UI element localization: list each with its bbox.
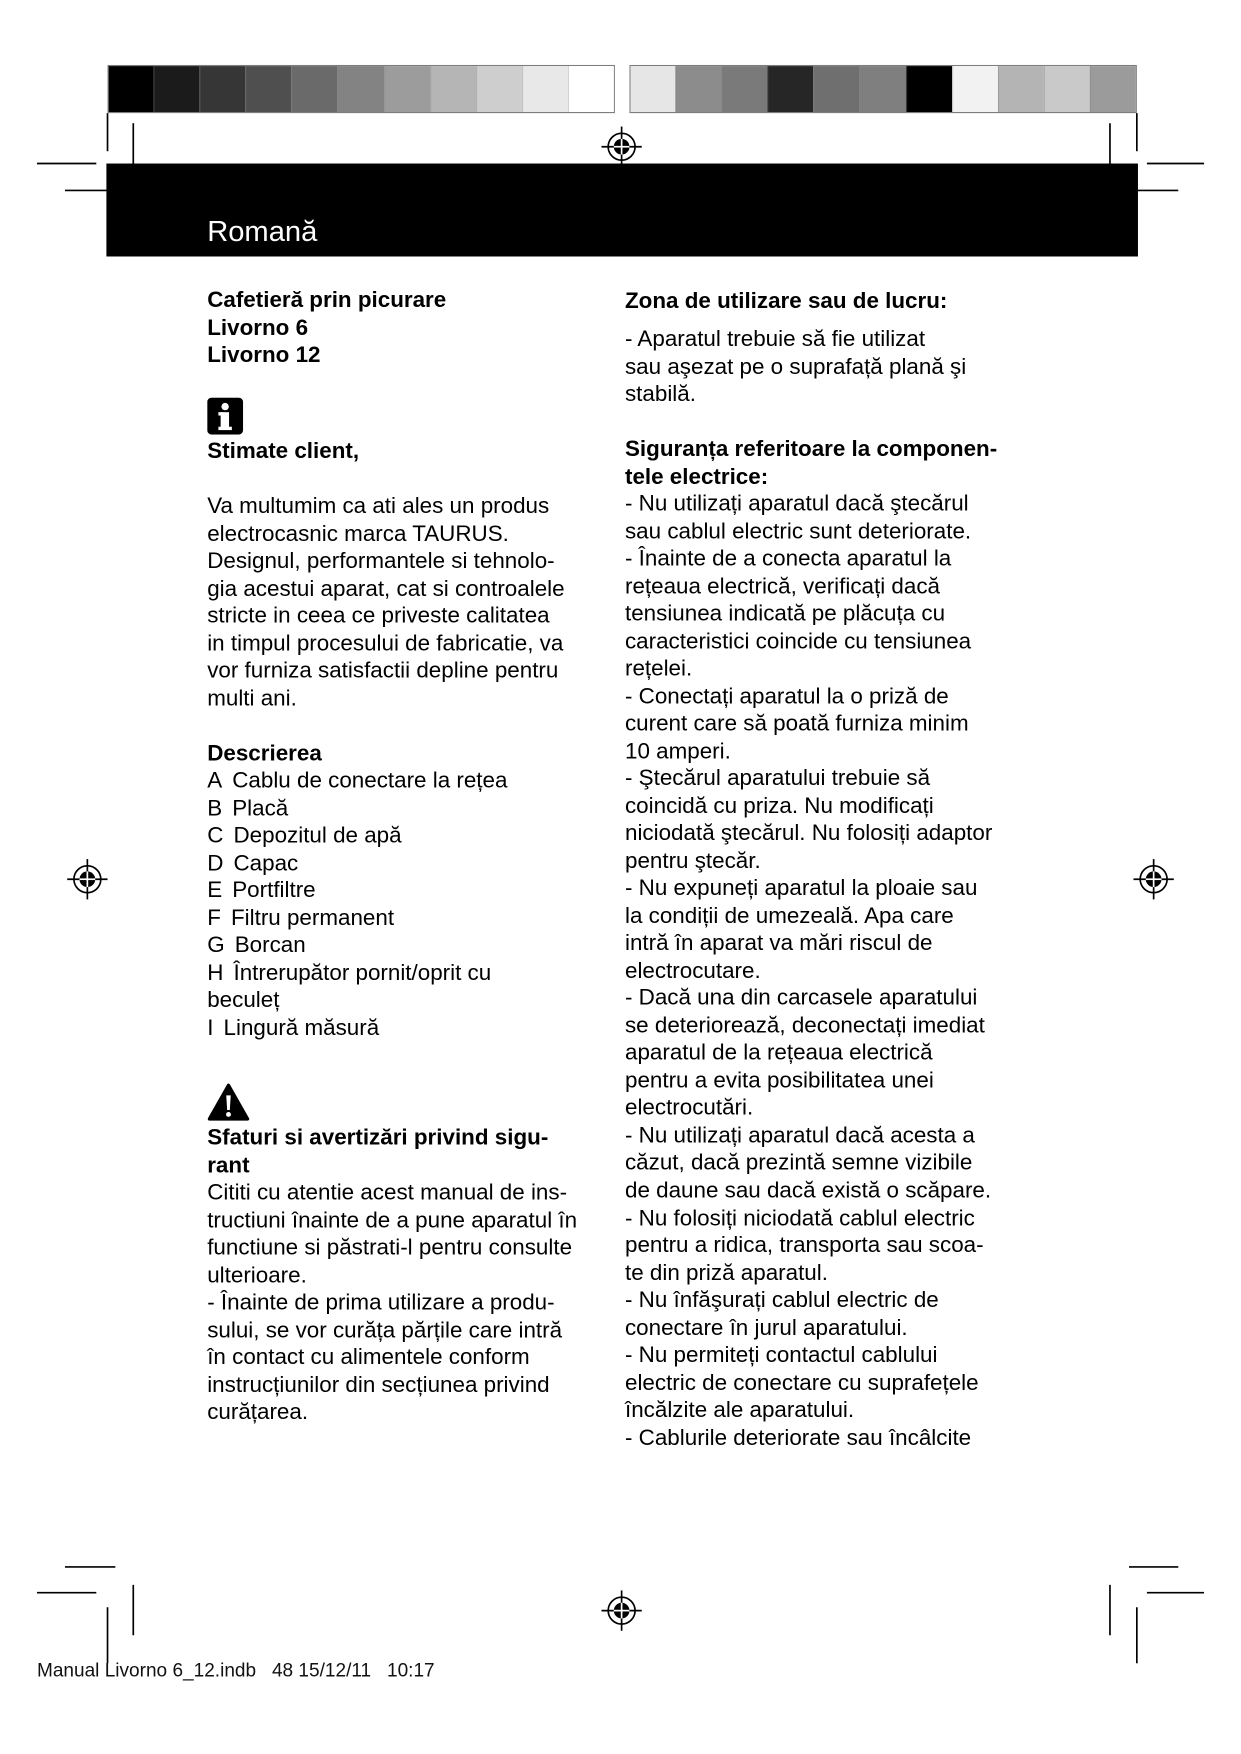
safety-line: functiune si păstrati-l pentru consulte bbox=[207, 1235, 573, 1261]
spacer bbox=[207, 713, 564, 740]
description-heading: Descrierea bbox=[207, 741, 322, 766]
electrical-safety-line: curent care să poată furniza minim bbox=[624, 711, 969, 737]
calibration-bar-left bbox=[108, 65, 615, 113]
greeting-line: multi ani. bbox=[207, 686, 297, 711]
safety-heading bbox=[207, 1125, 577, 1180]
electrical-safety-line: aparatul de la rețeaua electrică bbox=[624, 1040, 933, 1066]
description-item-label: Cablu de conectare la rețea bbox=[232, 768, 508, 794]
description-item-letter: C bbox=[207, 823, 224, 849]
description-item-line bbox=[207, 932, 564, 959]
safety-heading-line: rant bbox=[207, 1153, 250, 1178]
product-heading bbox=[207, 287, 446, 369]
calibration-swatch bbox=[768, 66, 814, 112]
description-item-letter: A bbox=[207, 768, 223, 794]
print-slug: Manual Livorno 6_12.indb 48 15/12/11 10:17 bbox=[36, 1659, 435, 1682]
electrical-safety-line: tensiunea indicată pe plăcuța cu bbox=[624, 601, 946, 627]
right-column-body bbox=[625, 326, 997, 1452]
greeting-line: electrocasnic marca TAURUS. bbox=[207, 521, 509, 547]
safety-line: curățarea. bbox=[207, 1400, 309, 1425]
registration-mark-icon bbox=[601, 127, 641, 167]
description-item-label: Capac bbox=[233, 850, 299, 876]
description-item bbox=[207, 1015, 564, 1042]
description-item-letter: D bbox=[207, 850, 224, 876]
description-item-letter: F bbox=[207, 905, 221, 931]
spacer bbox=[625, 408, 997, 435]
electrical-safety-line: electric de conectare cu suprafețele bbox=[624, 1370, 979, 1396]
warning-icon bbox=[207, 1083, 250, 1121]
electrical-safety-line: pentru ştecăr. bbox=[624, 848, 761, 874]
language-title: Romană bbox=[207, 213, 318, 248]
usage-area-line: stabilă. bbox=[624, 381, 696, 407]
electrical-safety-line: coincidă cu priza. Nu modificați bbox=[624, 793, 934, 819]
description-item-line bbox=[207, 822, 564, 849]
calibration-swatch bbox=[814, 66, 860, 112]
electrical-safety-line: - Înainte de a conecta aparatul la bbox=[624, 546, 952, 572]
calibration-swatch bbox=[430, 66, 476, 112]
greeting-line: gia acestui aparat, cat si controalele bbox=[207, 576, 565, 601]
electrical-safety-line: electrocutare. bbox=[624, 958, 761, 984]
calibration-swatch bbox=[384, 66, 430, 112]
description-item-line bbox=[207, 960, 564, 987]
description-item-label: Lingură măsură bbox=[223, 1015, 380, 1041]
electrical-safety-line: de daune sau dacă există o scăpare. bbox=[624, 1178, 992, 1203]
electrical-safety-line: încălzite ale aparatului. bbox=[624, 1397, 855, 1423]
electrical-safety-line: te din priză aparatul. bbox=[624, 1260, 828, 1286]
description-item-letter: H bbox=[207, 960, 224, 986]
description-item-line bbox=[207, 1015, 564, 1042]
electrical-safety-line: - Nu folosiți niciodată cablul electric bbox=[624, 1205, 975, 1231]
safety-line: Cititi cu atentie acest manual de ins- bbox=[207, 1180, 568, 1206]
calibration-swatch bbox=[246, 66, 292, 112]
electrical-safety-line: - Nu înfăşurați cablul electric de bbox=[624, 1288, 939, 1313]
electrical-safety-line: sau cablul electric sunt deteriorate. bbox=[624, 519, 972, 544]
greeting-line: Va multumim ca ati ales un produs bbox=[207, 493, 550, 519]
description-item-letter: G bbox=[207, 933, 225, 958]
description-item-line bbox=[207, 767, 564, 794]
calibration-swatch bbox=[200, 66, 246, 112]
calibration-swatch bbox=[860, 66, 906, 112]
calibration-swatch bbox=[568, 66, 614, 112]
description-item bbox=[207, 795, 564, 822]
calibration-swatch bbox=[338, 66, 384, 112]
description-item bbox=[207, 932, 564, 959]
electrical-safety-line: se deteriorează, deconectați imediat bbox=[624, 1013, 985, 1039]
electrical-safety-line: rețeaua electrică, verificați dacă bbox=[624, 574, 940, 599]
greeting-line: vor furniza satisfactii depline pentru bbox=[207, 658, 559, 684]
safety-line: ulterioare. bbox=[207, 1262, 307, 1288]
safety-heading-line: Sfaturi si avertizări privind sigu- bbox=[207, 1125, 549, 1151]
calibration-swatch bbox=[292, 66, 338, 112]
electrical-safety-line: caracteristici coincide cu tensiunea bbox=[624, 629, 972, 654]
usage-area-heading-block bbox=[625, 288, 947, 315]
description-item-letter: E bbox=[207, 878, 223, 904]
calibration-swatch bbox=[998, 66, 1044, 112]
electrical-safety-line: căzut, dacă prezintă semne vizibile bbox=[624, 1150, 973, 1176]
calibration-swatch bbox=[952, 66, 998, 112]
description-item-label: Portfiltre bbox=[232, 878, 316, 904]
usage-area-heading: Zona de utilizare sau de lucru: bbox=[624, 288, 948, 314]
description-item-line bbox=[207, 905, 564, 932]
greeting-line: stricte in ceea ce priveste calitatea bbox=[207, 603, 550, 629]
calibration-swatch bbox=[476, 66, 522, 112]
safety-line: sului, se vor curăța părțile care intră bbox=[207, 1317, 563, 1343]
description-list bbox=[207, 767, 564, 1042]
electrical-safety-line: - Nu permiteți contactul cablului bbox=[624, 1343, 938, 1368]
registration-mark-icon bbox=[601, 1590, 641, 1630]
electrical-safety-line: - Nu expuneți aparatul la ploaie sau bbox=[624, 876, 978, 901]
description-item-line bbox=[207, 795, 564, 822]
electrical-safety-line: niciodată ştecărul. Nu folosiți adaptor bbox=[624, 821, 993, 846]
electrical-heading-line: tele electrice: bbox=[624, 464, 769, 489]
calibration-bar-right bbox=[629, 65, 1136, 113]
registration-mark-icon bbox=[1133, 859, 1173, 899]
product-model: Livorno 6 bbox=[207, 315, 309, 340]
safety-line: - Înainte de prima utilizare a produ- bbox=[207, 1290, 555, 1316]
electrical-safety-text bbox=[625, 491, 997, 1452]
calibration-swatch bbox=[1090, 66, 1136, 112]
safety-section bbox=[207, 1125, 577, 1427]
electrical-safety-line: electrocutări. bbox=[624, 1095, 754, 1121]
electrical-safety-line: conectare în jurul aparatului. bbox=[624, 1315, 908, 1341]
greeting-line: Designul, performantele si tehnolo- bbox=[207, 548, 555, 574]
usage-area-line: - Aparatul trebuie să fie utilizat bbox=[624, 327, 926, 352]
calibration-swatch bbox=[722, 66, 768, 112]
electrical-safety-line: - Nu utilizați aparatul dacă ştecărul bbox=[624, 491, 969, 517]
electrical-safety-line: - Dacă una din carcasele aparatului bbox=[624, 986, 978, 1011]
calibration-swatch bbox=[109, 66, 154, 112]
spacer bbox=[207, 465, 564, 492]
description-item bbox=[207, 822, 564, 849]
description-item-continuation: beculeț bbox=[207, 988, 280, 1013]
description-item-letter: B bbox=[207, 796, 223, 821]
electrical-safety-line: pentru a ridica, transporta sau scoa- bbox=[624, 1233, 984, 1258]
safety-line: în contact cu alimentele conform bbox=[207, 1345, 530, 1370]
description-item bbox=[207, 767, 564, 794]
safety-text bbox=[207, 1179, 577, 1426]
calibration-swatch bbox=[631, 66, 676, 112]
safety-line: instrucțiunilor din secțiunea privind bbox=[207, 1372, 550, 1398]
greeting-heading: Stimate client, bbox=[207, 439, 360, 464]
calibration-swatch bbox=[522, 66, 568, 112]
greeting-and-description bbox=[207, 438, 564, 1042]
product-model: Livorno 12 bbox=[207, 342, 321, 368]
usage-area-line: sau aşezat pe o suprafață plană şi bbox=[624, 354, 967, 380]
usage-area-text bbox=[625, 326, 997, 408]
calibration-swatch bbox=[675, 66, 721, 112]
description-item-label: Depozitul de apă bbox=[233, 823, 402, 849]
description-item bbox=[207, 960, 564, 1015]
description-item-letter: I bbox=[207, 1015, 214, 1041]
electrical-heading-line: Siguranța referitoare la componen- bbox=[624, 436, 998, 462]
electrical-safety-heading bbox=[625, 436, 997, 491]
description-item-label: Întrerupător pornit/oprit cu bbox=[233, 960, 492, 986]
electrical-safety-line: la condiții de umezeală. Apa care bbox=[624, 903, 954, 929]
description-item-line bbox=[207, 877, 564, 904]
electrical-safety-line: - Nu utilizați aparatul dacă acesta a bbox=[624, 1123, 975, 1148]
description-item bbox=[207, 850, 564, 877]
electrical-safety-line: - Ştecărul aparatului trebuie să bbox=[624, 766, 931, 792]
registration-mark-icon bbox=[67, 859, 107, 899]
electrical-safety-line: intră în aparat va mări riscul de bbox=[624, 931, 933, 956]
safety-line: tructiuni înainte de a pune aparatul în bbox=[207, 1208, 578, 1233]
description-item bbox=[207, 905, 564, 932]
calibration-swatch bbox=[154, 66, 200, 112]
description-item-label: Filtru permanent bbox=[230, 905, 395, 931]
description-item-line bbox=[207, 850, 564, 877]
greeting-text bbox=[207, 493, 564, 713]
greeting-line: in timpul procesului de fabricatie, va bbox=[207, 631, 564, 656]
electrical-safety-line: - Cablurile deteriorate sau încâlcite bbox=[624, 1425, 972, 1451]
info-icon bbox=[207, 398, 244, 435]
language-header-band bbox=[106, 164, 1138, 257]
description-item-label: Borcan bbox=[234, 933, 306, 958]
electrical-safety-line: - Conectați aparatul la o priză de bbox=[624, 684, 949, 709]
electrical-safety-line: pentru a evita posibilitatea unei bbox=[624, 1068, 934, 1094]
electrical-safety-line: 10 amperi. bbox=[624, 738, 731, 764]
calibration-swatch bbox=[906, 66, 952, 112]
product-models bbox=[207, 314, 446, 369]
description-item bbox=[207, 877, 564, 904]
calibration-swatch bbox=[1044, 66, 1090, 112]
electrical-safety-line: rețelei. bbox=[624, 656, 693, 682]
product-title: Cafetieră prin picurare bbox=[207, 287, 447, 313]
description-item-label: Placă bbox=[232, 796, 289, 821]
